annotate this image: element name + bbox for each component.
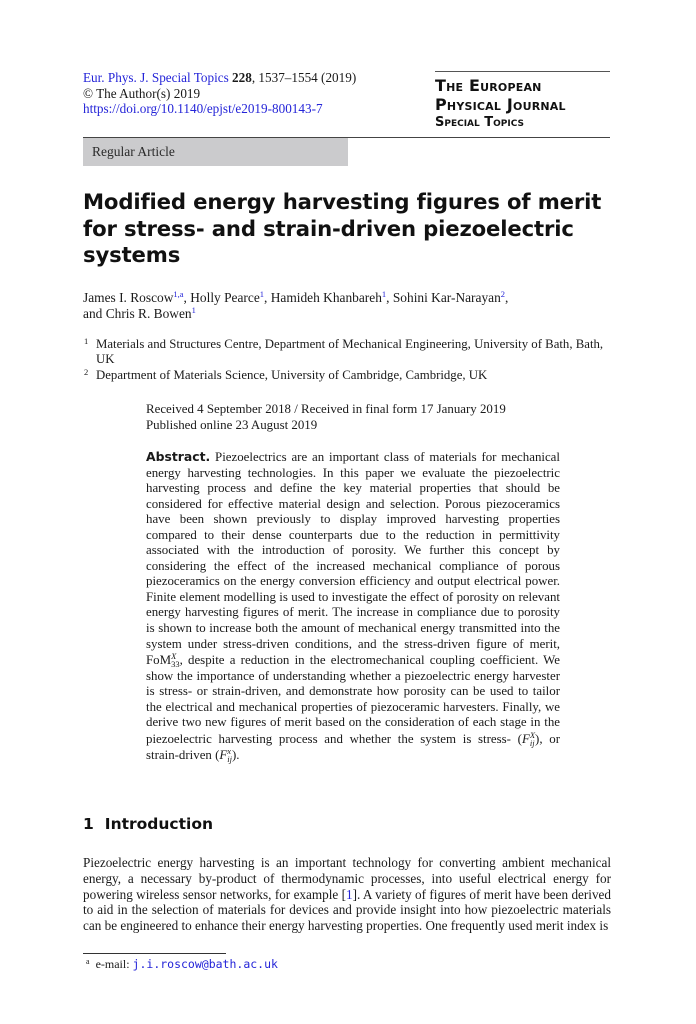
journal-name-link[interactable]: Eur. Phys. J. Special Topics <box>83 70 229 85</box>
footnote-rule <box>83 953 226 954</box>
f-base: F <box>521 731 530 746</box>
author-affiliation-link[interactable]: 1 <box>259 289 265 299</box>
footnote-mark: a <box>86 957 90 966</box>
separator: , <box>264 290 271 305</box>
author-affiliation-link[interactable]: 2 <box>500 289 506 299</box>
f-subscript: ij <box>227 754 232 765</box>
fom-symbol <box>146 651 180 670</box>
f-base: F <box>219 748 228 763</box>
fom-subscript: 33 <box>171 659 180 670</box>
author-affiliation-link[interactable]: 1 <box>381 289 387 299</box>
author-name: Chris R. Bowen <box>105 306 192 322</box>
separator: , <box>183 290 191 305</box>
paragraph-text: ]. A variety of figures of merit have been derived to aid in the selection of materials for devices and provide insight into how piezoelectric materials can be engineered to enhance their energy harvesting properties. One frequently used merit index is <box>83 886 612 934</box>
separator: , <box>505 290 509 305</box>
journal-citation <box>83 70 356 86</box>
abstract-text: ). <box>232 748 240 763</box>
paragraph-text: Piezoelectric energy harvesting is an important technology for converting ambient mechanical energy, a necessary by-product of thermodynamic processes, into useful electrical energy for powering wireless sensor networks, for example [ <box>83 855 611 902</box>
affiliation-item: 2 Department of Materials Science, University of Cambridge, Cambridge, UK <box>84 366 488 382</box>
f-superscript: x <box>227 746 232 757</box>
footnote-label: e-mail: <box>95 957 133 971</box>
author-name: Hamideh Khanbareh <box>270 290 382 305</box>
author-name: James I. Roscow <box>83 290 174 305</box>
article-dates <box>146 402 566 433</box>
strain-fom-symbol <box>219 746 232 765</box>
volume: 228 <box>232 70 252 85</box>
separator: and <box>83 306 106 322</box>
section-number: 1 <box>83 815 94 833</box>
author-name: Holly Pearce <box>190 290 260 305</box>
article-type-badge: Regular Article <box>83 138 348 166</box>
affiliation-text: Materials and Structures Centre, Department of Mechanical Engineering, University of Bath, Bath, UK <box>96 337 604 367</box>
reference-link[interactable]: 1 <box>346 886 353 902</box>
abstract-text: Piezoelectrics are an important class of materials for mechanical energy harvesting technologies. In this paper we evaluate the piezoelectric harvesting process and define the key material properties that should be considered for effective material design and selection. Porous piezoceramics have been shown previously to display improved harvesting properties compared to their dense counterparts due to the reduction in permittivity associated with the introduction of porosity. We further this concept by considering the effect of the increased mechanical compliance of porous piezoceramics on the energy conversion efficiency and output electrical power. Finite element modelling is used to investigate the effect of porosity on relevant energy harvesting figures of merit. The increase in compliance due to porosity is shown to increase both the amount of mechanical energy transmitted into the system under stress-driven conditions, and the stress-driven figure of merit, <box>146 450 560 651</box>
article-title: Modified energy harvesting figures of merit for stress- and strain-driven piezoelectric systems <box>83 189 602 267</box>
f-superscript: X <box>529 729 536 740</box>
abstract-text: ), or strain-driven ( <box>146 731 560 763</box>
affiliation-item: 1 Materials and Structures Centre, Department of Mechanical Engineering, University of Bath, Bath, UK <box>84 336 604 367</box>
logo-top-rule <box>435 71 610 72</box>
author-list <box>83 290 613 322</box>
copyright: © The Author(s) 2019 <box>83 85 201 101</box>
author-affiliation-link[interactable]: 1 <box>191 305 196 316</box>
abstract <box>146 449 560 764</box>
affiliation-text: Department of Materials Science, University of Cambridge, Cambridge, UK <box>96 367 488 382</box>
affiliations <box>83 337 613 383</box>
email-link[interactable]: j.i.roscow@bath.ac.uk <box>132 957 278 971</box>
abstract-label: Abstract. <box>146 449 211 464</box>
pages-year: , 1537–1554 (2019) <box>251 70 357 85</box>
introduction-paragraph <box>83 855 611 934</box>
received-dates: Received 4 September 2018 / Received in final form 17 January 2019 <box>146 402 506 416</box>
citation-block <box>83 70 356 117</box>
section-heading <box>83 815 213 833</box>
footnote <box>86 957 278 971</box>
doi-link[interactable]: https://doi.org/10.1140/epjst/e2019-800143-7 <box>83 101 323 116</box>
logo-line-2: Physical Journal <box>435 95 566 114</box>
separator: , <box>386 290 393 305</box>
logo-line-1: The European <box>435 76 542 95</box>
author-name: Sohini Kar-Narayan <box>392 290 501 305</box>
published-date: Published online 23 August 2019 <box>146 417 318 432</box>
author-affiliation-link[interactable]: 1,a <box>173 289 184 299</box>
fom-base: FoM <box>146 653 172 668</box>
journal-logo <box>435 71 610 132</box>
logo-line-3: Special Topics <box>435 115 525 130</box>
f-subscript: ij <box>529 737 535 748</box>
stress-fom-symbol <box>521 729 536 748</box>
abstract-text: , despite a reduction in the electromechanical coupling coefficient. We show the importance of understanding whether a piezoelectric energy harvester is stress- or strain-driven, and demonstrate how porosity can be used to tailor the electrical and mechanical properties of piezoceramic harvesters. Finally, we derive two new figures of merit based on the consideration of each stage in the piezoelectric harvesting process and whether the system is stress- ( <box>146 653 560 746</box>
fom-superscript: X <box>171 651 177 662</box>
section-title: Introduction <box>104 815 214 833</box>
